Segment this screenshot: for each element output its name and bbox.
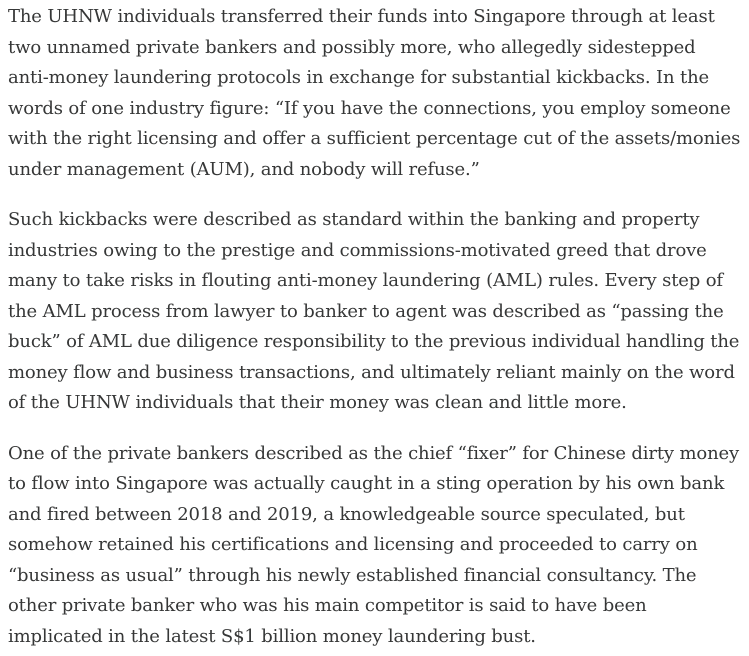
paragraph-kickbacks: Such kickbacks were described as standard within the banking and property industries owing to the prestige and commissions-motivated greed that drove many to take risks in flouting anti-money laundering (AML) rules. Every step of the AML process from lawyer to banker to agent was described as “passing the buck” of AML due diligence responsibility to the previous individual handling the money flow and business transactions, and ultimately reliant mainly on the word of the UHNW individuals that their money was clean and little more. (8, 209, 740, 413)
paragraph-private-bankers: The UHNW individuals transferred their funds into Singapore through at least two unnamed private bankers and possibly more, who allegedly sidestepped anti-money laundering protocols in exchange for substantial kickbacks. In the words of one industry figure: “If you have the connections, you employ someone with the right licensing and offer a sufficient percentage cut of the assets/monies under management (AUM), and nobody will refuse.” (8, 6, 741, 180)
paragraph-chief-fixer: One of the private bankers described as the chief “fixer” for Chinese dirty money to flow into Singapore was actually caught in a sting operation by his own bank and fired between 2018 and 2019, a knowledgeable source speculated, but somehow retained his certifications and licensing and proceeded to carry on “business as usual” through his newly established financial consultancy. The other private banker who was his main competitor is said to have been implicated in the latest S$1 billion money laundering bust. (8, 442, 740, 647)
